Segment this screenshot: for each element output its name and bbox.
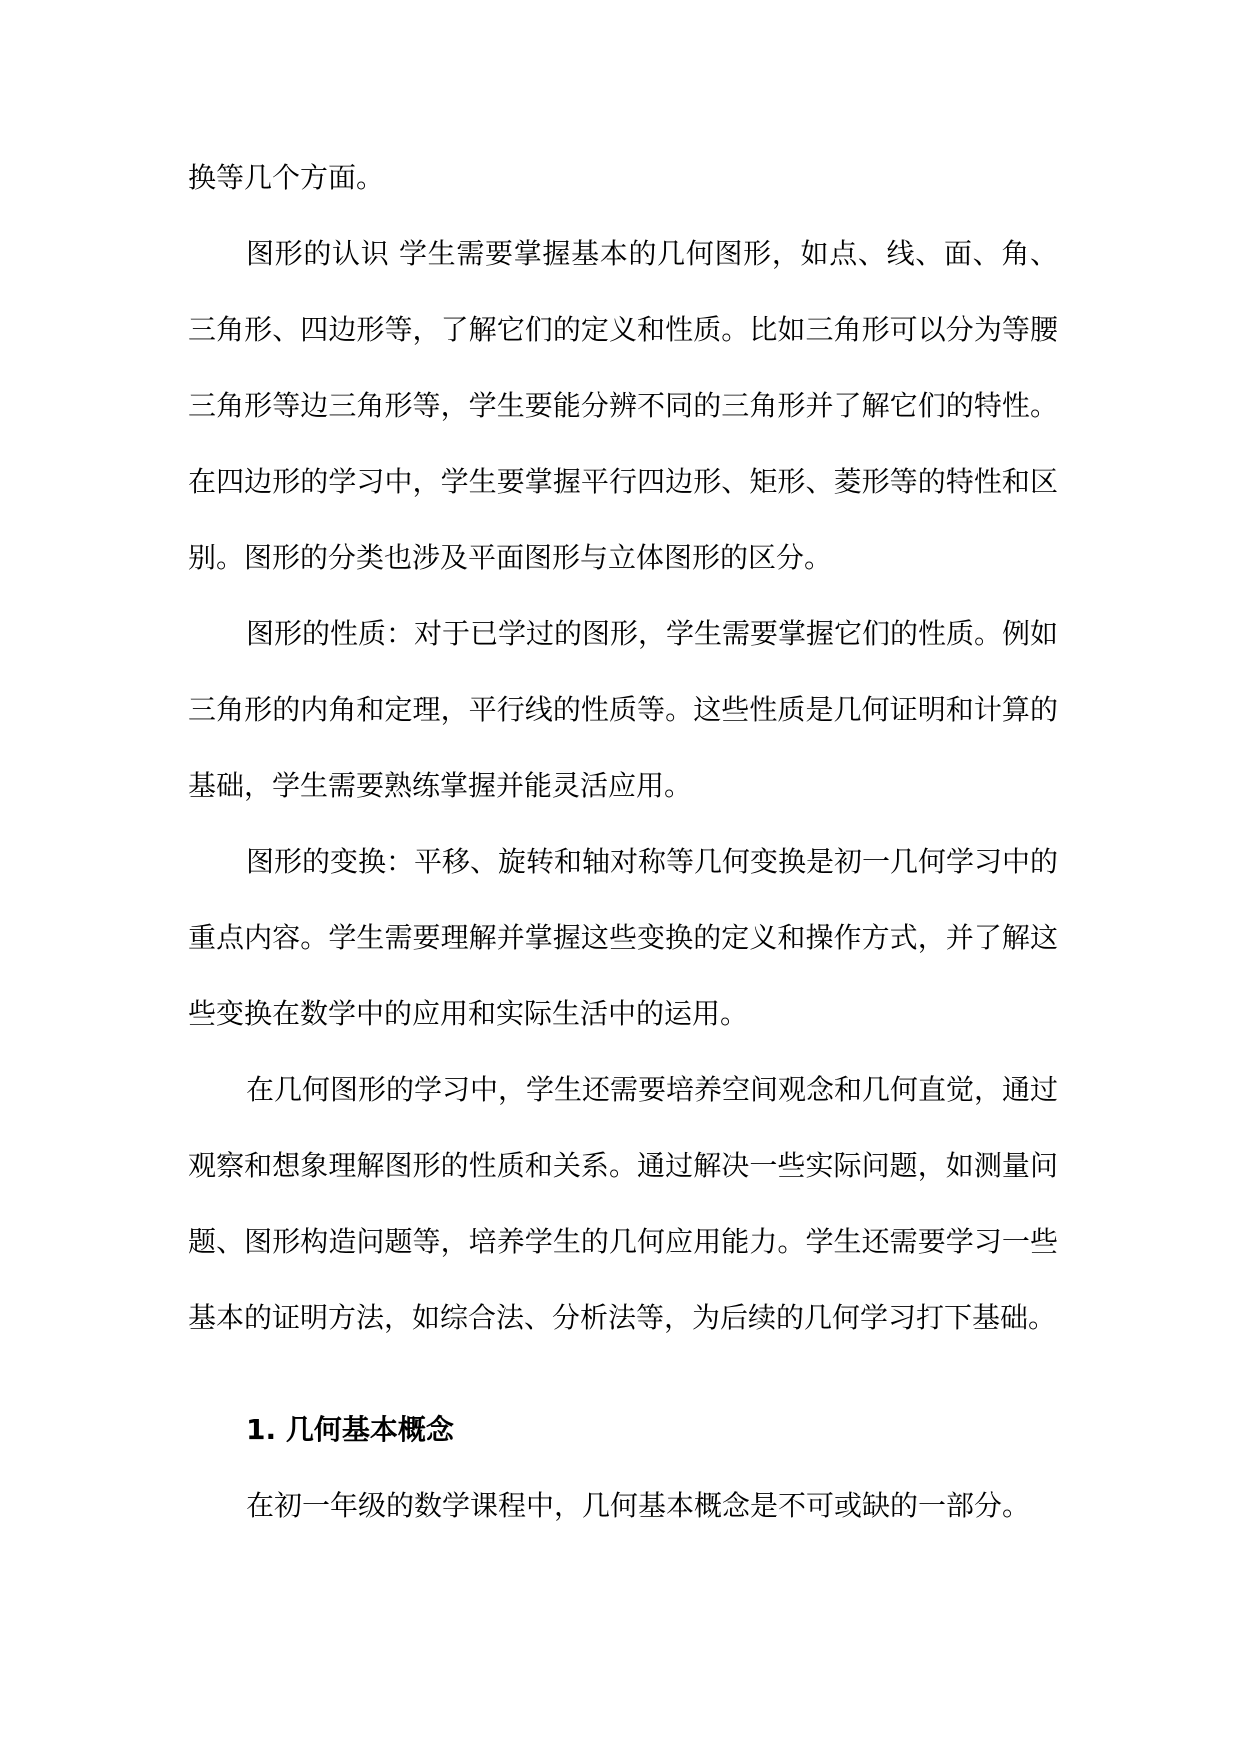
paragraph-geometry-basics: 在初一年级的数学课程中，几何基本概念是不可或缺的一部分。 (246, 1489, 1031, 1522)
paragraph-shape-recognition: 图形的认识 学生需要掌握基本的几何图形，如点、线、面、角、三角形、四边形等，了解它们的定义和性质。比如三角形可以分为等腰三角形等边三角形等，学生要能分辨不同的三角形并了解它们的特性。在四边形的学习中，学生要掌握平行四边形、矩形、菱形等的特性和区别。图形的分类也涉及平面图形与立体图形的区分。 (188, 237, 1058, 574)
paragraph-spatial-concepts: 在几何图形的学习中，学生还需要培养空间观念和几何直觉，通过观察和想象理解图形的性质和关系。通过解决一些实际问题，如测量问题、图形构造问题等，培养学生的几何应用能力。学生还需要学习一些基本的证明方法，如综合法、分析法等，为后续的几何学习打下基础。 (188, 1073, 1059, 1334)
document-body (188, 140, 1058, 1544)
paragraph-continuation: 换等几个方面。 (188, 161, 385, 194)
paragraph-shape-transformation: 图形的变换：平移、旋转和轴对称等几何变换是初一几何学习中的重点内容。学生需要理解并掌握这些变换的定义和操作方式，并了解这些变换在数学中的应用和实际生活中的运用。 (188, 845, 1059, 1030)
paragraph-shape-properties: 图形的性质：对于已学过的图形，学生需要掌握它们的性质。例如三角形的内角和定理，平行线的性质等。这些性质是几何证明和计算的基础，学生需要熟练掌握并能灵活应用。 (188, 617, 1059, 802)
section-heading: 1. 几何基本概念 (246, 1413, 454, 1446)
section-spacer (188, 1356, 1058, 1392)
